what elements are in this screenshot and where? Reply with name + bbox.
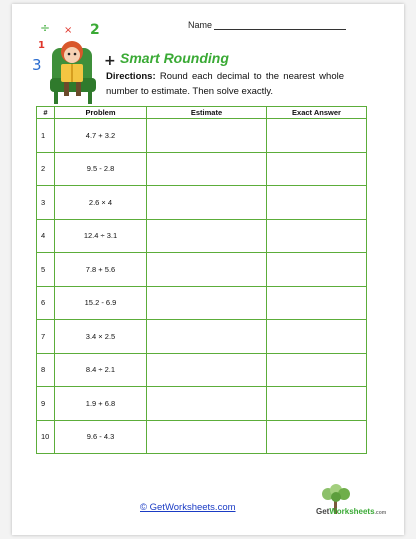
- exact-answer-cell[interactable]: [267, 320, 367, 354]
- table-row: [37, 152, 367, 186]
- exact-answer-cell[interactable]: [267, 353, 367, 387]
- problem-cell: 7.8 + 5.6: [55, 253, 147, 287]
- problem-cell: 4.7 + 3.2: [55, 119, 147, 153]
- table-row: [37, 387, 367, 421]
- row-number: 10: [37, 420, 55, 454]
- problems-table: [36, 106, 367, 454]
- estimate-cell[interactable]: [147, 186, 267, 220]
- estimate-cell[interactable]: [147, 353, 267, 387]
- name-line[interactable]: [214, 20, 346, 30]
- table-row: [37, 286, 367, 320]
- header-exact-answer: Exact Answer: [267, 107, 367, 119]
- logo-worksheets: Worksheets: [329, 507, 375, 516]
- row-number: 2: [37, 152, 55, 186]
- estimate-cell[interactable]: [147, 286, 267, 320]
- estimate-cell[interactable]: [147, 420, 267, 454]
- problem-cell: 9.5 - 2.8: [55, 152, 147, 186]
- table-header-row: [37, 107, 367, 119]
- row-number: 1: [37, 119, 55, 153]
- logo-get: Get: [316, 507, 330, 516]
- name-label: Name: [188, 20, 213, 30]
- table-row: [37, 253, 367, 287]
- row-number: 6: [37, 286, 55, 320]
- digit-one-symbol: 1: [38, 40, 45, 51]
- table-row: [37, 219, 367, 253]
- plus-symbol: +: [104, 53, 116, 69]
- table-row: [37, 186, 367, 220]
- row-number: 5: [37, 253, 55, 287]
- row-number: 7: [37, 320, 55, 354]
- row-number: 9: [37, 387, 55, 421]
- problem-cell: 2.6 × 4: [55, 186, 147, 220]
- multiply-symbol: ×: [64, 25, 73, 36]
- getworksheets-link[interactable]: © GetWorksheets.com: [140, 502, 236, 513]
- girl-reading-clipart: [30, 18, 118, 108]
- exact-answer-cell[interactable]: [267, 387, 367, 421]
- header-estimate: Estimate: [147, 107, 267, 119]
- getworksheets-logo-text: [316, 507, 386, 516]
- directions: [106, 69, 344, 99]
- problem-cell: 12.4 ÷ 3.1: [55, 219, 147, 253]
- table-row: [37, 119, 367, 153]
- row-number: 4: [37, 219, 55, 253]
- exact-answer-cell[interactable]: [267, 253, 367, 287]
- estimate-cell[interactable]: [147, 253, 267, 287]
- name-field[interactable]: [188, 20, 346, 30]
- table-row: [37, 320, 367, 354]
- problem-cell: 3.4 × 2.5: [55, 320, 147, 354]
- divide-symbol: ÷: [40, 21, 51, 35]
- problem-cell: 9.6 - 4.3: [55, 420, 147, 454]
- logo-com: .com: [374, 510, 387, 516]
- directions-text: Round each decimal to the nearest whole number to estimate. Then solve exactly.: [106, 71, 344, 97]
- directions-label: Directions:: [106, 71, 156, 82]
- worksheet-title: Smart Rounding: [120, 50, 229, 66]
- exact-answer-cell[interactable]: [267, 286, 367, 320]
- row-number: 3: [37, 186, 55, 220]
- problem-cell: 15.2 - 6.9: [55, 286, 147, 320]
- exact-answer-cell[interactable]: [267, 119, 367, 153]
- table-row: [37, 353, 367, 387]
- getworksheets-logo-tree-icon: [298, 484, 378, 524]
- table-row: [37, 420, 367, 454]
- row-number: 8: [37, 353, 55, 387]
- estimate-cell[interactable]: [147, 152, 267, 186]
- exact-answer-cell[interactable]: [267, 152, 367, 186]
- estimate-cell[interactable]: [147, 119, 267, 153]
- estimate-cell[interactable]: [147, 219, 267, 253]
- problem-cell: 8.4 ÷ 2.1: [55, 353, 147, 387]
- header-problem: Problem: [55, 107, 147, 119]
- problem-cell: 1.9 + 6.8: [55, 387, 147, 421]
- digit-two-symbol: 2: [90, 22, 100, 38]
- estimate-cell[interactable]: [147, 387, 267, 421]
- exact-answer-cell[interactable]: [267, 420, 367, 454]
- exact-answer-cell[interactable]: [267, 186, 367, 220]
- estimate-cell[interactable]: [147, 320, 267, 354]
- header-number: #: [37, 107, 55, 119]
- digit-three-symbol: 3: [32, 56, 42, 74]
- exact-answer-cell[interactable]: [267, 219, 367, 253]
